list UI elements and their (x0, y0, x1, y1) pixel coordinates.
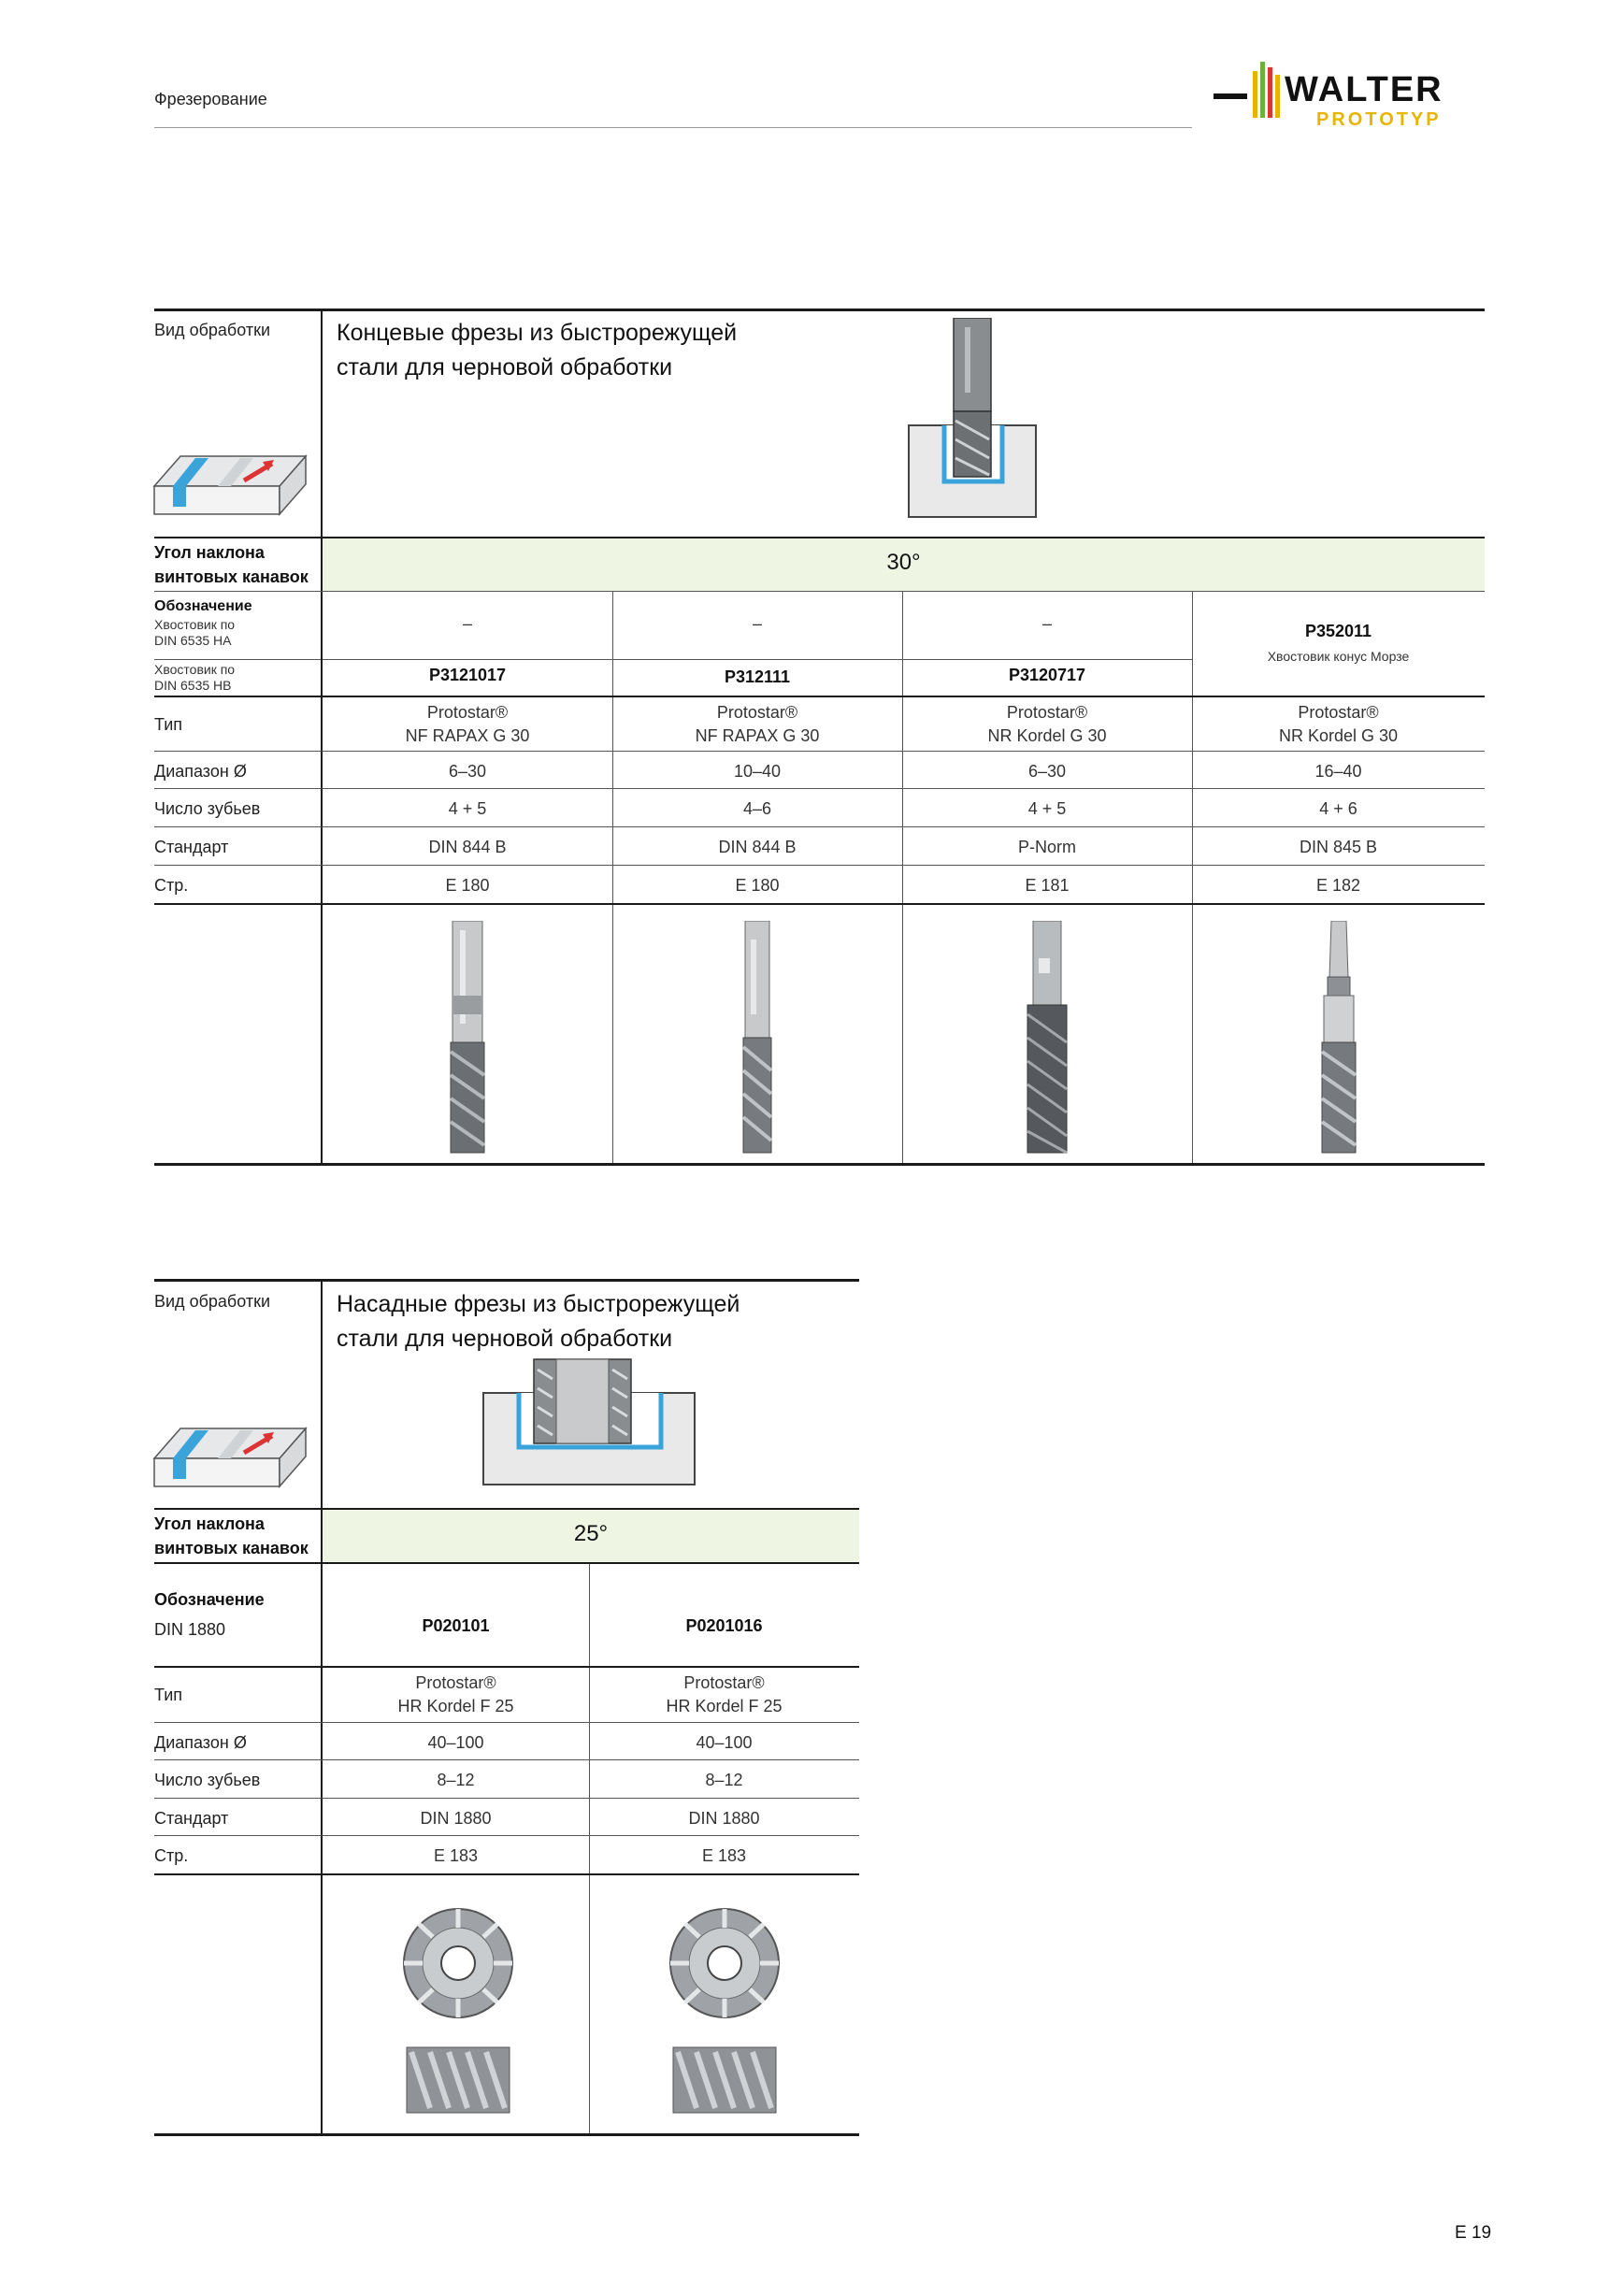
t1-c3-tool-image (1014, 921, 1080, 1155)
t1-teeth-label: Число зубьев (154, 799, 261, 818)
t2-top-rule (154, 1279, 859, 1282)
t1-c2-teeth: 4–6 (742, 799, 772, 818)
t1-angle-label-2: винтовых канавок (154, 567, 309, 586)
t1-rule-page-top (154, 865, 1485, 866)
t1-c2-tool-image (731, 921, 783, 1155)
t1-designation-label: Обозначение (154, 598, 252, 614)
t2-process-label: Вид обработки (154, 1292, 271, 1311)
t1-rule-ha-hb (323, 659, 1192, 660)
t1-c1-type2: NF RAPAX G 30 (405, 726, 530, 745)
svg-text:PROTOTYP: PROTOTYP (1316, 109, 1442, 130)
t2-page-label: Стр. (154, 1846, 189, 1865)
t2-c2-type1: Protostar® (683, 1673, 765, 1692)
t1-title-line2: стали для черновой обработки (337, 354, 673, 380)
t1-c2-range: 10–40 (733, 762, 782, 781)
t1-c3-type2: NR Kordel G 30 (987, 726, 1107, 745)
t2-c2-teeth: 8–12 (705, 1771, 743, 1789)
t1-rule-angle-top (154, 537, 1485, 538)
t1-c2-type1: Protostar® (716, 703, 798, 722)
t1-shank-hb-2: DIN 6535 HB (154, 678, 232, 693)
t1-c4-range: 16–40 (1314, 762, 1362, 781)
t1-standard-label: Стандарт (154, 838, 229, 856)
section-title: Фрезерование (154, 90, 267, 108)
t2-rule-std-top (154, 1798, 859, 1799)
t2-teeth-label: Число зубьев (154, 1771, 261, 1789)
t2-rule-angle-bottom (154, 1562, 859, 1564)
t1-c1-teeth: 4 + 5 (448, 799, 487, 818)
shell-mill-slot-illustration (481, 1356, 697, 1486)
t1-c1-type1: Protostar® (426, 703, 509, 722)
slot-milling-pictogram (152, 449, 308, 516)
svg-text:WALTER: WALTER (1285, 70, 1443, 109)
t2-c1-tool-image (397, 1907, 519, 2122)
t1-c3-teeth: 4 + 5 (1027, 799, 1067, 818)
t2-range-label: Диапазон Ø (154, 1733, 247, 1752)
t1-c1-code: P3121017 (428, 666, 507, 684)
t2-title-line1: Насадные фрезы из быстрорежущей (337, 1291, 740, 1317)
t1-top-rule (154, 309, 1485, 311)
t1-c3-code: P3120717 (1008, 666, 1086, 684)
t2-rule-teeth-top (154, 1759, 859, 1760)
walter-prototyp-logo (1214, 58, 1494, 133)
t2-slot-milling-pictogram (152, 1421, 308, 1488)
t1-c1-page-link[interactable]: E 180 (445, 876, 490, 895)
t2-angle-label-1: Угол наклона (154, 1514, 265, 1533)
t2-rule-angle-top (154, 1508, 859, 1510)
t1-helix-angle: 30° (886, 550, 921, 575)
t1-c3-page-link[interactable]: E 181 (1025, 876, 1070, 895)
t2-c1-teeth: 8–12 (437, 1771, 475, 1789)
t1-c4-type1: Protostar® (1298, 703, 1379, 722)
t2-c2-standard: DIN 1880 (688, 1809, 760, 1828)
t1-rule-std-top (154, 826, 1485, 827)
t1-type-label: Тип (154, 715, 183, 734)
t1-bottom-rule (154, 1163, 1485, 1166)
t2-rule-type-top (154, 1666, 859, 1668)
t1-shank-ha-1: Хвостовик по (154, 617, 236, 632)
t1-c1-tool-image (439, 921, 496, 1155)
t1-c2-page-link[interactable]: E 180 (735, 876, 780, 895)
t1-shank-hb-1: Хвостовик по (154, 662, 236, 677)
t2-standard-label: Стандарт (154, 1809, 229, 1828)
t1-rule-type-top (154, 696, 1485, 697)
t1-rule-images-top (154, 903, 1485, 905)
t1-c4-code: P352011 (1304, 622, 1372, 640)
t2-type-label: Тип (154, 1686, 183, 1704)
t1-rule-teeth-top (154, 788, 1485, 789)
t1-c1-standard: DIN 844 B (428, 838, 507, 856)
t1-c2-standard: DIN 844 B (718, 838, 797, 856)
t2-c1-range: 40–100 (427, 1733, 484, 1752)
t1-c2-ha: – (752, 614, 762, 633)
t2-c1-standard: DIN 1880 (420, 1809, 492, 1828)
t2-c1-type2: HR Kordel F 25 (397, 1697, 514, 1715)
t2-designation-label: Обозначение (154, 1590, 265, 1609)
t1-rule-range-top (154, 751, 1485, 752)
t1-angle-label-1: Угол наклона (154, 543, 265, 562)
t1-c4-page-link[interactable]: E 182 (1315, 876, 1361, 895)
t1-c4-note: Хвостовик конус Морзе (1267, 649, 1410, 664)
t1-shank-ha-2: DIN 6535 HA (154, 633, 232, 648)
t2-rule-images-top (154, 1873, 859, 1875)
t1-title-line1: Концевые фрезы из быстрорежущей (337, 320, 738, 346)
t2-c1-code: P020101 (422, 1616, 490, 1635)
t1-c1-ha: – (462, 614, 472, 633)
header-divider (154, 127, 1192, 128)
page-number: E 19 (1455, 2223, 1492, 2243)
t2-title-line2: стали для черновой обработки (337, 1326, 673, 1352)
t2-helix-angle: 25° (573, 1521, 609, 1546)
t1-page-label: Стр. (154, 876, 189, 895)
t2-c2-code: P0201016 (685, 1616, 763, 1635)
t1-c3-range: 6–30 (1027, 762, 1067, 781)
t1-c4-teeth: 4 + 6 (1319, 799, 1357, 818)
t1-c4-standard: DIN 845 B (1299, 838, 1378, 856)
t1-c4-tool-image (1309, 921, 1369, 1155)
t2-din-label: DIN 1880 (154, 1620, 226, 1639)
t2-c2-tool-image (664, 1907, 785, 2122)
t1-range-label: Диапазон Ø (154, 762, 247, 781)
t1-c3-type1: Protostar® (1006, 703, 1088, 722)
t2-angle-label-2: винтовых канавок (154, 1539, 309, 1557)
t1-c3-ha: – (1041, 614, 1052, 633)
t2-c2-range: 40–100 (696, 1733, 753, 1752)
t1-c3-standard: P-Norm (1018, 838, 1076, 856)
t2-bottom-rule (154, 2133, 859, 2136)
t2-c1-page-link[interactable]: E 183 (433, 1846, 479, 1865)
t2-c1-type1: Protostar® (415, 1673, 496, 1692)
t1-c4-type2: NR Kordel G 30 (1278, 726, 1399, 745)
t2-rule-page-top (154, 1835, 859, 1836)
t2-c2-type2: HR Kordel F 25 (666, 1697, 783, 1715)
t1-c2-type2: NF RAPAX G 30 (695, 726, 820, 745)
endmill-slot-illustration (907, 318, 1038, 519)
t1-rule-ha-hb-label (154, 659, 321, 660)
t1-process-label: Вид обработки (154, 321, 271, 339)
t2-c2-page-link[interactable]: E 183 (701, 1846, 747, 1865)
t1-c1-range: 6–30 (448, 762, 487, 781)
t2-rule-range-top (154, 1722, 859, 1723)
t1-rule-angle-bottom (154, 591, 1485, 592)
t1-c2-code: P312111 (724, 667, 791, 686)
